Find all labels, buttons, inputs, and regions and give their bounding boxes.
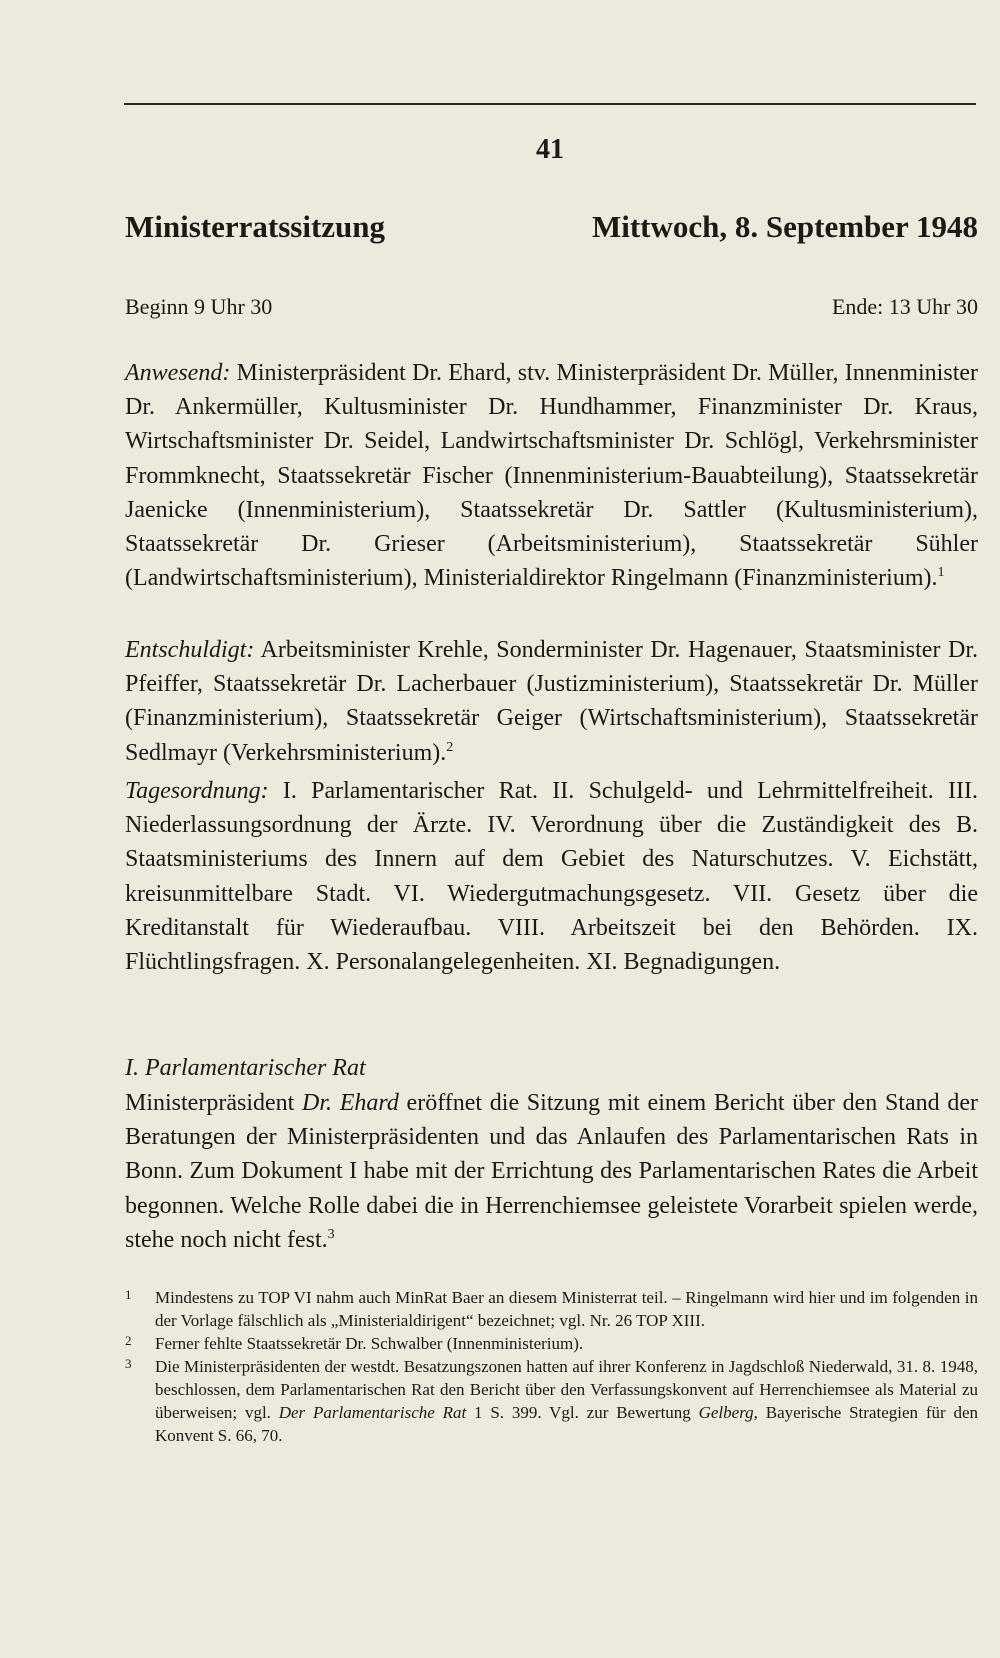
- footnote: [125, 1332, 978, 1355]
- agenda-paragraph: [125, 774, 978, 979]
- cited-work: Der Parlamentarische Rat: [278, 1403, 467, 1422]
- footnote-text-part: Bayerische Strategien für den Konvent S. 66, 70.: [155, 1403, 978, 1445]
- cited-author: Gelberg,: [698, 1403, 758, 1422]
- footnote-text: [155, 1355, 978, 1447]
- footnote: [125, 1355, 978, 1447]
- end-time: Ende: 13 Uhr 30: [831, 294, 978, 319]
- footnote-mark: 2: [125, 1333, 132, 1348]
- header-rule: [124, 103, 976, 105]
- attendees-label: Anwesend:: [125, 360, 231, 386]
- meeting-heading: [125, 207, 978, 247]
- agenda-text: I. Parlamentarischer Rat. II. Schulgeld- und Lehrmittelfreiheit. III. Niederlassungsordnung der Ärzte. IV. Verordnung über die Zuständigkeit des B. Staatsministeriums des Innern auf dem Gebiet des Naturschutzes. V. Eichstätt, kreisunmittelbare Stadt. VI. Wiedergutmachungsgesetz. VII. Gesetz über die Kreditanstalt für Wiederaufbau. VIII. Arbeitszeit bei den Behörden. IX. Flüchtlingsfragen. X. Personalangelegenheiten. XI. Begnadigungen.: [125, 778, 978, 976]
- footnote-ref-1: 1: [937, 565, 945, 581]
- attendees-text: Ministerpräsident Dr. Ehard, stv. Ministerpräsident Dr. Müller, Innenminister Dr. Ankermüller, Kultusminister Dr. Hundhammer, Finanzminister Dr. Kraus, Wirtschaftsminister Dr. Seidel, Landwirtschaftsminister Dr. Schlögl, Verkehrsminister Frommknecht, Staatssekretär Fischer (Innenministerium-Bauabteilung), Staatssekretär Jaenicke (Innenministerium), Staatssekretär Dr. Sattler (Kultusministerium), Staatssekretär Dr. Grieser (Arbeitsministerium), Staatssekretär Sühler (Landwirtschaftsministerium), Ministerialdirektor Ringelmann (Finanzministerium).: [125, 360, 978, 592]
- agenda-label: Tagesordnung:: [125, 778, 269, 804]
- footnote-ref-3: 3: [327, 1226, 335, 1242]
- footnotes: [125, 1286, 978, 1447]
- footnote-text: Mindestens zu TOP VI nahm auch MinRat Baer an diesem Ministerrat teil. – Ringelmann wird hier und im folgenden in der Vorlage fälschlich als „Ministerialdirigent“ bezeichnet; vgl. Nr. 26 TOP XIII.: [155, 1288, 978, 1330]
- footnote-text-part: 1 S. 399. Vgl. zur Bewertung: [466, 1403, 699, 1422]
- meeting-timing: [125, 292, 978, 322]
- section-body: [125, 1086, 978, 1257]
- excused-text: Arbeitsminister Krehle, Sonderminister Dr. Hagenauer, Staatsminister Dr. Pfeiffer, Staatssekretär Dr. Lacherbauer (Justizministerium), Staatssekretär Dr. Müller (Finanzministerium), Staatssekretär Geiger (Wirtschaftsministerium), Staatssekretär Sedlmayr (Verkehrsministerium).: [125, 637, 978, 766]
- speaker-name: Dr. Ehard: [302, 1090, 399, 1116]
- footnote-ref-2: 2: [446, 739, 454, 755]
- meeting-date: Mittwoch, 8. September 1948: [591, 209, 978, 244]
- meeting-title: Ministerratssitzung: [125, 209, 386, 244]
- section-body-text-a: Ministerpräsident: [125, 1090, 303, 1116]
- footnote-mark: 3: [125, 1356, 132, 1371]
- footnote: [125, 1286, 978, 1332]
- document-number: 41: [536, 134, 564, 165]
- section-body-text-b: eröffnet die Sitzung mit einem Bericht über den Stand der Beratungen der Ministerpräsidenten und das Anlaufen des Parlamentarischen Rats in Bonn. Zum Dokument I habe mit der Errichtung des Parlamentarischen Rates die Arbeit begonnen. Welche Rolle dabei die in Herrenchiemsee geleistete Vorarbeit spielen werde, stehe noch nicht fest.: [125, 1090, 978, 1253]
- excused-paragraph: [125, 633, 978, 770]
- begin-time: Beginn 9 Uhr 30: [125, 294, 273, 319]
- attendees-paragraph: [125, 356, 978, 595]
- footnote-text-part: Die Ministerpräsidenten der westdt. Besatzungszonen hatten auf ihrer Konferenz in Jagdschloß Niederwald, 31. 8. 1948, beschlossen, dem Parlamentarischen Rat den Bericht über den Verfassungskonvent auf Herrenchiemsee als Material zu überweisen; vgl.: [155, 1357, 978, 1422]
- section-heading: I. Parlamentarischer Rat: [125, 1055, 366, 1081]
- excused-label: Entschuldigt:: [125, 637, 255, 663]
- footnote-text: Ferner fehlte Staatssekretär Dr. Schwalber (Innenministerium).: [155, 1334, 584, 1353]
- footnote-mark: 1: [125, 1287, 132, 1302]
